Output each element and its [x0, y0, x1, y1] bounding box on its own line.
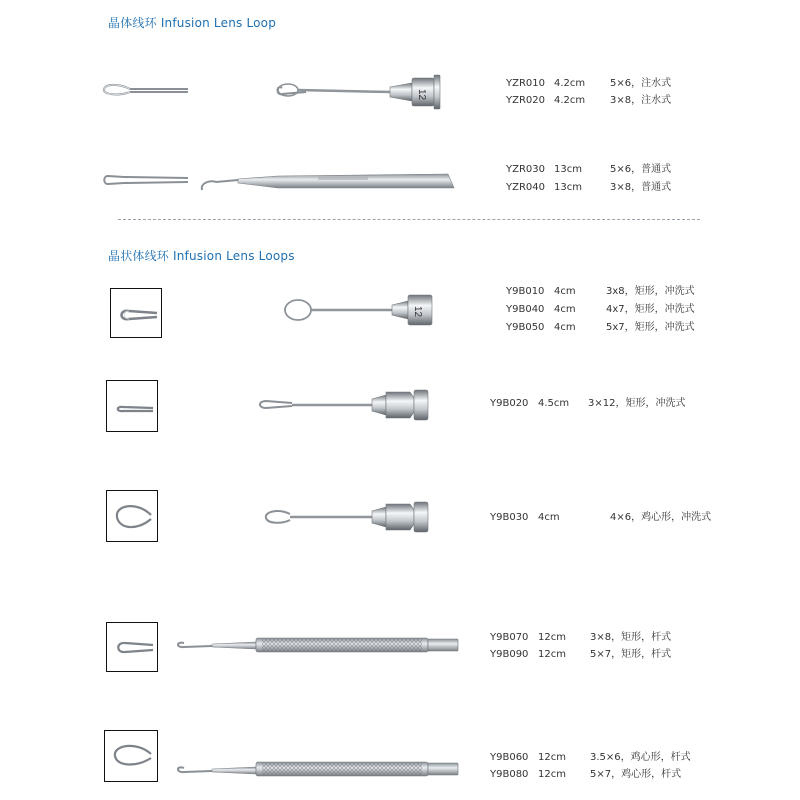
loop-tip-closeup-image — [100, 168, 190, 194]
knurled-handle-loop-image — [172, 634, 464, 656]
loop-detail-zoom-box — [110, 288, 162, 338]
product-code: Y9B050 — [506, 322, 545, 333]
spec-row-y9b060 — [490, 750, 691, 766]
section-title-infusion-lens-loops: 晶状体线环 Infusion Lens Loops — [108, 249, 295, 263]
infusion-loop-cannula-image — [254, 386, 434, 426]
product-length: 12cm — [538, 752, 566, 763]
product-code: Y9B080 — [490, 769, 529, 780]
product-code: Y9B030 — [490, 512, 529, 523]
product-spec: 5×6，注水式 — [610, 78, 672, 89]
product-spec: 3×8，矩形，杆式 — [590, 632, 672, 643]
product-code: Y9B070 — [490, 632, 529, 643]
product-length: 12cm — [538, 632, 566, 643]
product-code: Y9B020 — [490, 398, 529, 409]
spec-row-y9b050 — [506, 320, 695, 336]
spec-row-y9b010 — [506, 284, 695, 300]
product-spec: 5×7，矩形，杆式 — [590, 649, 672, 660]
product-code: Y9B090 — [490, 649, 529, 660]
spec-row-y9b070 — [490, 630, 671, 646]
product-length: 4cm — [554, 286, 576, 297]
product-spec: 4x7，矩形，冲洗式 — [606, 304, 695, 315]
product-length: 4.2cm — [554, 95, 586, 106]
standard-loop-handle-image — [198, 168, 460, 196]
infusion-loop-cannula-image — [260, 498, 440, 538]
product-code: YZR010 — [506, 78, 545, 89]
product-spec: 3×8，注水式 — [610, 95, 672, 106]
product-code: Y9B010 — [506, 286, 545, 297]
infusion-loop-cannula-image — [272, 72, 450, 112]
product-length: 13cm — [554, 164, 582, 175]
product-length: 4.5cm — [538, 398, 570, 409]
product-spec: 4×6，鸡心形，冲洗式 — [610, 512, 712, 523]
product-code: YZR020 — [506, 95, 545, 106]
spec-row-yzr030 — [506, 162, 671, 178]
product-spec: 3x8，矩形，冲洗式 — [606, 286, 695, 297]
product-spec: 3.5×6，鸡心形，杆式 — [590, 752, 691, 763]
section-divider — [118, 219, 700, 220]
spec-row-y9b090 — [490, 647, 671, 663]
loop-detail-zoom-box — [106, 622, 158, 672]
product-length: 4cm — [538, 512, 560, 523]
product-code: Y9B060 — [490, 752, 529, 763]
spec-row-yzr010 — [506, 76, 671, 92]
spec-row-yzr040 — [506, 180, 671, 196]
infusion-loop-cannula-image — [282, 290, 442, 330]
hub-label: 12 — [416, 89, 427, 101]
product-code: YZR030 — [506, 164, 545, 175]
spec-row-yzr020 — [506, 93, 671, 109]
spec-row-y9b020 — [490, 396, 685, 412]
spec-row-y9b030 — [490, 510, 711, 526]
spec-row-y9b080 — [490, 767, 681, 783]
product-length: 4cm — [554, 304, 576, 315]
product-spec: 5x7，矩形，冲洗式 — [606, 322, 695, 333]
product-length: 12cm — [538, 649, 566, 660]
product-spec: 5×7，鸡心形，杆式 — [590, 769, 682, 780]
product-code: Y9B040 — [506, 304, 545, 315]
product-length: 12cm — [538, 769, 566, 780]
product-code: YZR040 — [506, 182, 545, 193]
hub-label: 12 — [412, 306, 423, 318]
knurled-handle-loop-image — [172, 758, 464, 780]
spec-row-y9b040 — [506, 302, 695, 318]
product-length: 13cm — [554, 182, 582, 193]
product-spec: 5×6，普通式 — [610, 164, 672, 175]
product-length: 4.2cm — [554, 78, 586, 89]
product-length: 4cm — [554, 322, 576, 333]
section-title-infusion-lens-loop: 晶体线环 Infusion Lens Loop — [108, 16, 277, 30]
loop-detail-zoom-box — [106, 380, 158, 432]
loop-detail-zoom-box — [104, 730, 158, 782]
product-spec: 3×8，普通式 — [610, 182, 672, 193]
product-spec: 3×12，矩形，冲洗式 — [588, 398, 686, 409]
loop-tip-closeup-image — [100, 78, 190, 104]
loop-detail-zoom-box — [106, 490, 158, 542]
